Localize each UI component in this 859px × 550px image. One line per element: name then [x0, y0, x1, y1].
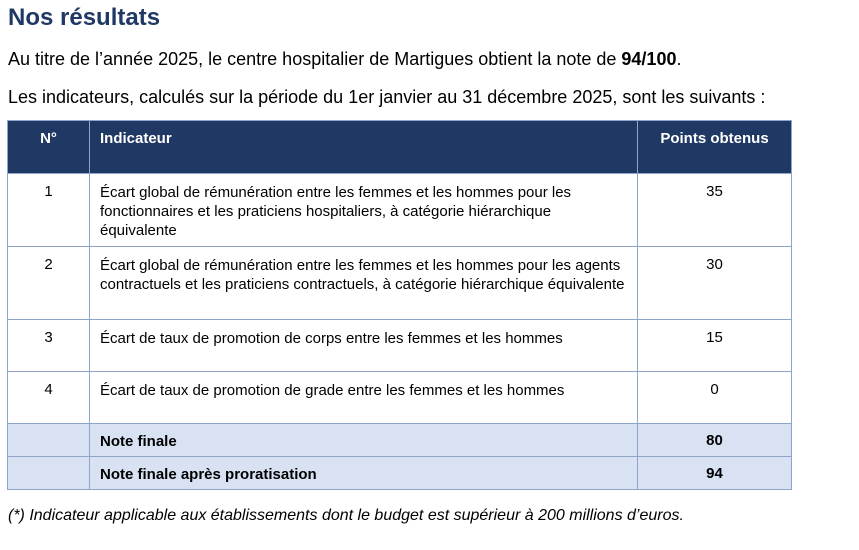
- total-empty-cell: [8, 457, 90, 490]
- table-header-row: [8, 121, 792, 174]
- total-label: Note finale: [90, 424, 638, 457]
- table-row: [8, 372, 792, 424]
- total-label: Note finale après proratisation: [90, 457, 638, 490]
- row-points: 0: [638, 372, 792, 424]
- row-points: 35: [638, 174, 792, 247]
- intro-paragraph: [8, 49, 681, 70]
- intro-end: .: [676, 49, 682, 69]
- page-title: Nos résultats: [8, 4, 161, 31]
- total-points: 94: [638, 457, 792, 490]
- total-points: 80: [638, 424, 792, 457]
- row-indicator: Écart de taux de promotion de grade entre les femmes et les hommes: [90, 372, 638, 424]
- row-indicator: Écart global de rémunération entre les femmes et les hommes pour les fonctionnaires et les praticiens hospitaliers, à catégorie hiérarchique équivalente: [90, 174, 638, 247]
- table-row: [8, 174, 792, 247]
- row-indicator: Écart de taux de promotion de corps entre les femmes et les hommes: [90, 320, 638, 372]
- total-row: [8, 424, 792, 457]
- period-paragraph: Les indicateurs, calculés sur la période du 1er janvier au 31 décembre 2025, sont les suivants :: [8, 87, 766, 107]
- total-row: [8, 457, 792, 490]
- table-row: [8, 247, 792, 320]
- intro-score: 94/100: [621, 49, 677, 69]
- row-num: 1: [8, 174, 90, 247]
- table-row: [8, 320, 792, 372]
- header-indicator: Indicateur: [90, 121, 638, 174]
- header-num: N°: [8, 121, 90, 174]
- intro-text: Au titre de l’année 2025, le centre hospitalier de Martigues obtient la note de: [8, 49, 622, 69]
- footnote: (*) Indicateur applicable aux établissements dont le budget est supérieur à 200 millions d’euros.: [8, 507, 684, 524]
- header-points: Points obtenus: [638, 121, 792, 174]
- row-num: 4: [8, 372, 90, 424]
- total-empty-cell: [8, 424, 90, 457]
- row-points: 15: [638, 320, 792, 372]
- row-num: 2: [8, 247, 90, 320]
- row-indicator: Écart global de rémunération entre les femmes et les hommes pour les agents contractuels et les praticiens contractuels, à catégorie hiérarchique équivalente: [90, 247, 638, 320]
- row-num: 3: [8, 320, 90, 372]
- results-table: [7, 120, 792, 490]
- row-points: 30: [638, 247, 792, 320]
